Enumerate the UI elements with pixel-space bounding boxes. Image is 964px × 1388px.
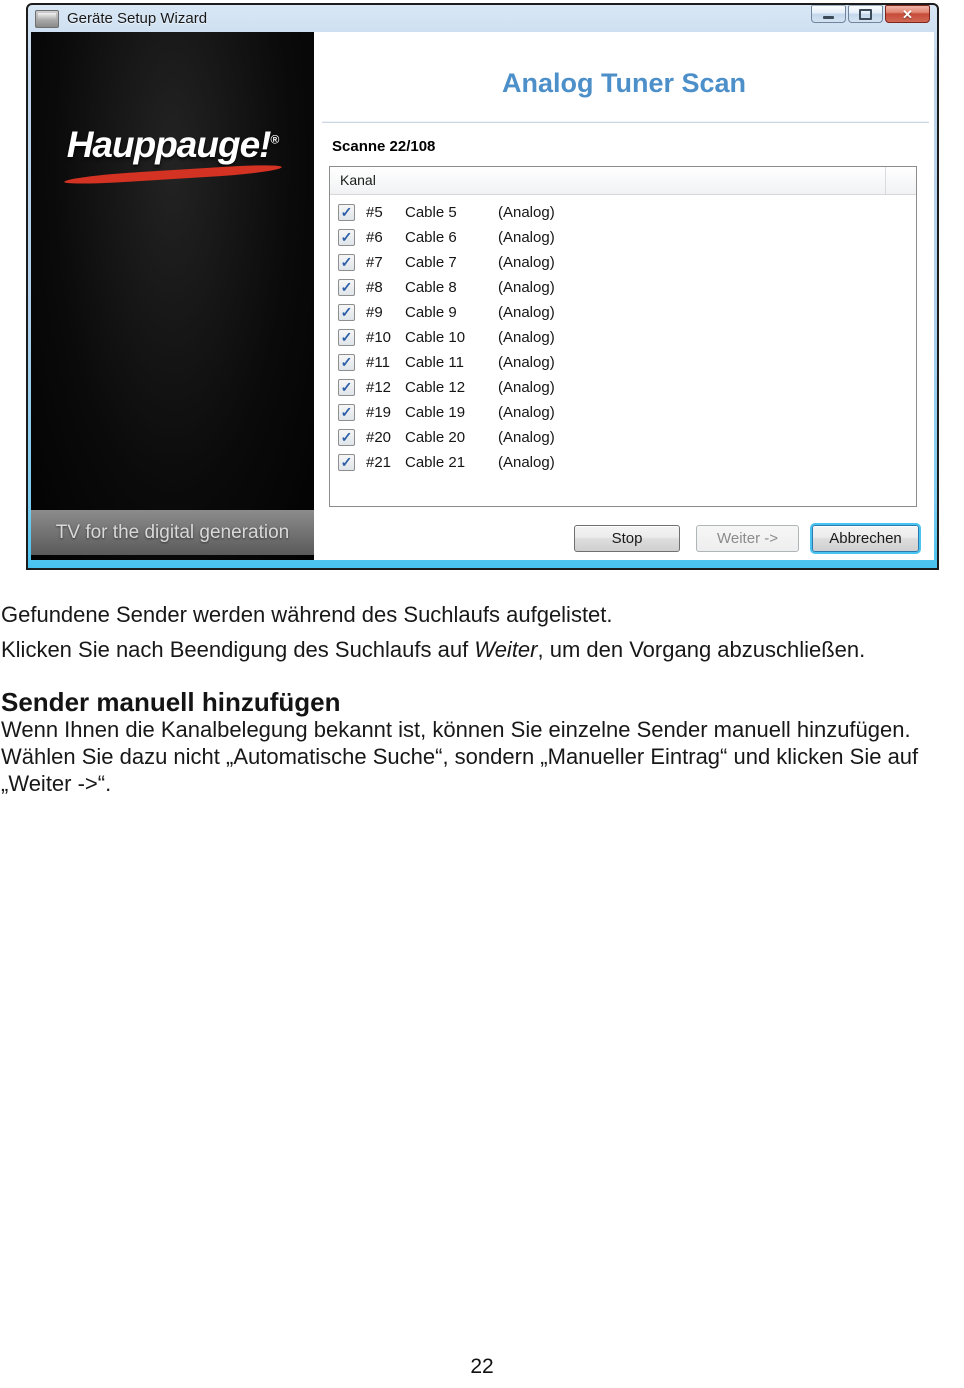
cancel-button[interactable]: Abbrechen bbox=[812, 525, 919, 552]
channel-number: #6 bbox=[366, 229, 383, 246]
weiter-italic: Weiter bbox=[474, 637, 538, 662]
maximize-icon bbox=[859, 9, 872, 20]
channel-checkbox[interactable] bbox=[338, 279, 355, 296]
channel-number: #21 bbox=[366, 454, 392, 471]
channel-number: #8 bbox=[366, 279, 383, 296]
channel-row[interactable] bbox=[330, 300, 916, 325]
channel-checkbox[interactable] bbox=[338, 204, 355, 221]
channel-name: Cable 9 bbox=[405, 304, 457, 321]
hauppauge-logo bbox=[31, 32, 314, 179]
channel-format: (Analog) bbox=[498, 429, 555, 446]
channel-number: #20 bbox=[366, 429, 392, 446]
page-title: Analog Tuner Scan bbox=[501, 68, 747, 98]
channel-format: (Analog) bbox=[498, 404, 555, 421]
channel-format: (Analog) bbox=[498, 304, 555, 321]
channel-list-rows bbox=[330, 195, 916, 475]
page-number: 22 bbox=[470, 1355, 494, 1378]
channel-number: #10 bbox=[366, 329, 392, 346]
tagline-strip bbox=[31, 510, 314, 555]
channel-checkbox[interactable] bbox=[338, 379, 355, 396]
dialog-body bbox=[31, 32, 934, 560]
channel-name: Cable 7 bbox=[405, 254, 457, 271]
channel-format: (Analog) bbox=[498, 379, 555, 396]
channel-listbox[interactable] bbox=[329, 166, 917, 507]
channel-format: (Analog) bbox=[498, 279, 555, 296]
channel-checkbox[interactable] bbox=[338, 354, 355, 371]
device-setup-wizard-window bbox=[26, 3, 939, 570]
minimize-button[interactable] bbox=[811, 5, 846, 23]
channel-row[interactable] bbox=[330, 225, 916, 250]
checkbox-check-icon: ✓ bbox=[340, 378, 353, 395]
channel-checkbox[interactable] bbox=[338, 254, 355, 271]
channel-name: Cable 10 bbox=[405, 329, 466, 346]
channel-list-header[interactable] bbox=[330, 167, 916, 195]
channel-checkbox[interactable] bbox=[338, 429, 355, 446]
channel-row[interactable] bbox=[330, 325, 916, 350]
minimize-icon bbox=[823, 16, 834, 19]
channel-name: Cable 5 bbox=[405, 204, 457, 221]
stop-button[interactable]: Stop bbox=[574, 525, 680, 552]
channel-name: Cable 21 bbox=[405, 454, 466, 471]
channel-checkbox[interactable] bbox=[338, 454, 355, 471]
channel-name: Cable 19 bbox=[405, 404, 466, 421]
channel-row[interactable] bbox=[330, 350, 916, 375]
channel-name: Cable 8 bbox=[405, 279, 457, 296]
channel-row[interactable] bbox=[330, 450, 916, 475]
close-icon: ✕ bbox=[902, 6, 913, 22]
checkbox-check-icon: ✓ bbox=[340, 303, 353, 320]
checkbox-check-icon: ✓ bbox=[340, 203, 353, 220]
registered-trademark-symbol: ® bbox=[270, 132, 279, 147]
section-heading: Sender manuell hinzufügen bbox=[1, 687, 341, 717]
next-button[interactable]: Weiter -> bbox=[696, 525, 799, 552]
channel-number: #12 bbox=[366, 379, 392, 396]
checkbox-check-icon: ✓ bbox=[340, 328, 353, 345]
window-controls bbox=[811, 5, 930, 23]
channel-name: Cable 12 bbox=[405, 379, 466, 396]
window-titlebar bbox=[31, 5, 934, 32]
channel-checkbox[interactable] bbox=[338, 229, 355, 246]
checkbox-check-icon: ✓ bbox=[340, 453, 353, 470]
channel-row[interactable] bbox=[330, 425, 916, 450]
channel-row[interactable] bbox=[330, 275, 916, 300]
app-window-icon bbox=[35, 10, 59, 28]
column-header-extra[interactable] bbox=[885, 167, 916, 194]
scan-progress-label: Scanne 22/108 bbox=[332, 138, 436, 155]
paragraph-found-channels: Gefundene Sender werden während des Suchlaufs aufgelistet. bbox=[1, 602, 613, 627]
scan-panel bbox=[314, 32, 934, 560]
checkbox-check-icon: ✓ bbox=[340, 428, 353, 445]
channel-format: (Analog) bbox=[498, 354, 555, 371]
channel-name: Cable 20 bbox=[405, 429, 466, 446]
channel-checkbox[interactable] bbox=[338, 329, 355, 346]
channel-format: (Analog) bbox=[498, 329, 555, 346]
logo-wordmark: Hauppauge! bbox=[66, 124, 271, 165]
channel-row[interactable] bbox=[330, 250, 916, 275]
channel-row[interactable] bbox=[330, 200, 916, 225]
dialog-button-row bbox=[574, 525, 919, 552]
close-button[interactable] bbox=[885, 5, 930, 23]
logo-brush-stroke-icon bbox=[63, 163, 281, 185]
channel-format: (Analog) bbox=[498, 254, 555, 271]
channel-checkbox[interactable] bbox=[338, 404, 355, 421]
channel-number: #9 bbox=[366, 304, 383, 321]
paragraph-manual-add: Wenn Ihnen die Kanalbelegung bekannt ist, können Sie einzelne Sender manuell hinzufügen. Wählen Sie dazu nicht „Automatische Suche“, sondern „Manueller Eintrag“ und klicken Sie auf „Weiter ->“. bbox=[1, 717, 919, 796]
maximize-button[interactable] bbox=[848, 5, 883, 23]
channel-number: #7 bbox=[366, 254, 383, 271]
channel-row[interactable] bbox=[330, 400, 916, 425]
channel-name: Cable 11 bbox=[405, 354, 464, 371]
channel-format: (Analog) bbox=[498, 454, 555, 471]
document-text bbox=[1, 601, 964, 797]
heading-separator bbox=[322, 121, 929, 123]
column-header-kanal[interactable]: Kanal bbox=[340, 172, 376, 188]
checkbox-check-icon: ✓ bbox=[340, 353, 353, 370]
branding-panel bbox=[31, 32, 314, 560]
channel-number: #11 bbox=[366, 354, 390, 371]
checkbox-check-icon: ✓ bbox=[340, 228, 353, 245]
channel-number: #5 bbox=[366, 204, 383, 221]
checkbox-check-icon: ✓ bbox=[340, 403, 353, 420]
window-title: Geräte Setup Wizard bbox=[67, 10, 208, 27]
channel-format: (Analog) bbox=[498, 229, 555, 246]
channel-number: #19 bbox=[366, 404, 392, 421]
checkbox-check-icon: ✓ bbox=[340, 278, 353, 295]
checkbox-check-icon: ✓ bbox=[340, 253, 353, 270]
channel-name: Cable 6 bbox=[405, 229, 457, 246]
brand-tagline: TV for the digital generation bbox=[55, 521, 290, 543]
channel-row[interactable] bbox=[330, 375, 916, 400]
channel-format: (Analog) bbox=[498, 204, 555, 221]
channel-checkbox[interactable] bbox=[338, 304, 355, 321]
paragraph-click-next: Klicken Sie nach Beendigung des Suchlaufs auf Weiter, um den Vorgang abzuschließen. bbox=[1, 637, 866, 662]
